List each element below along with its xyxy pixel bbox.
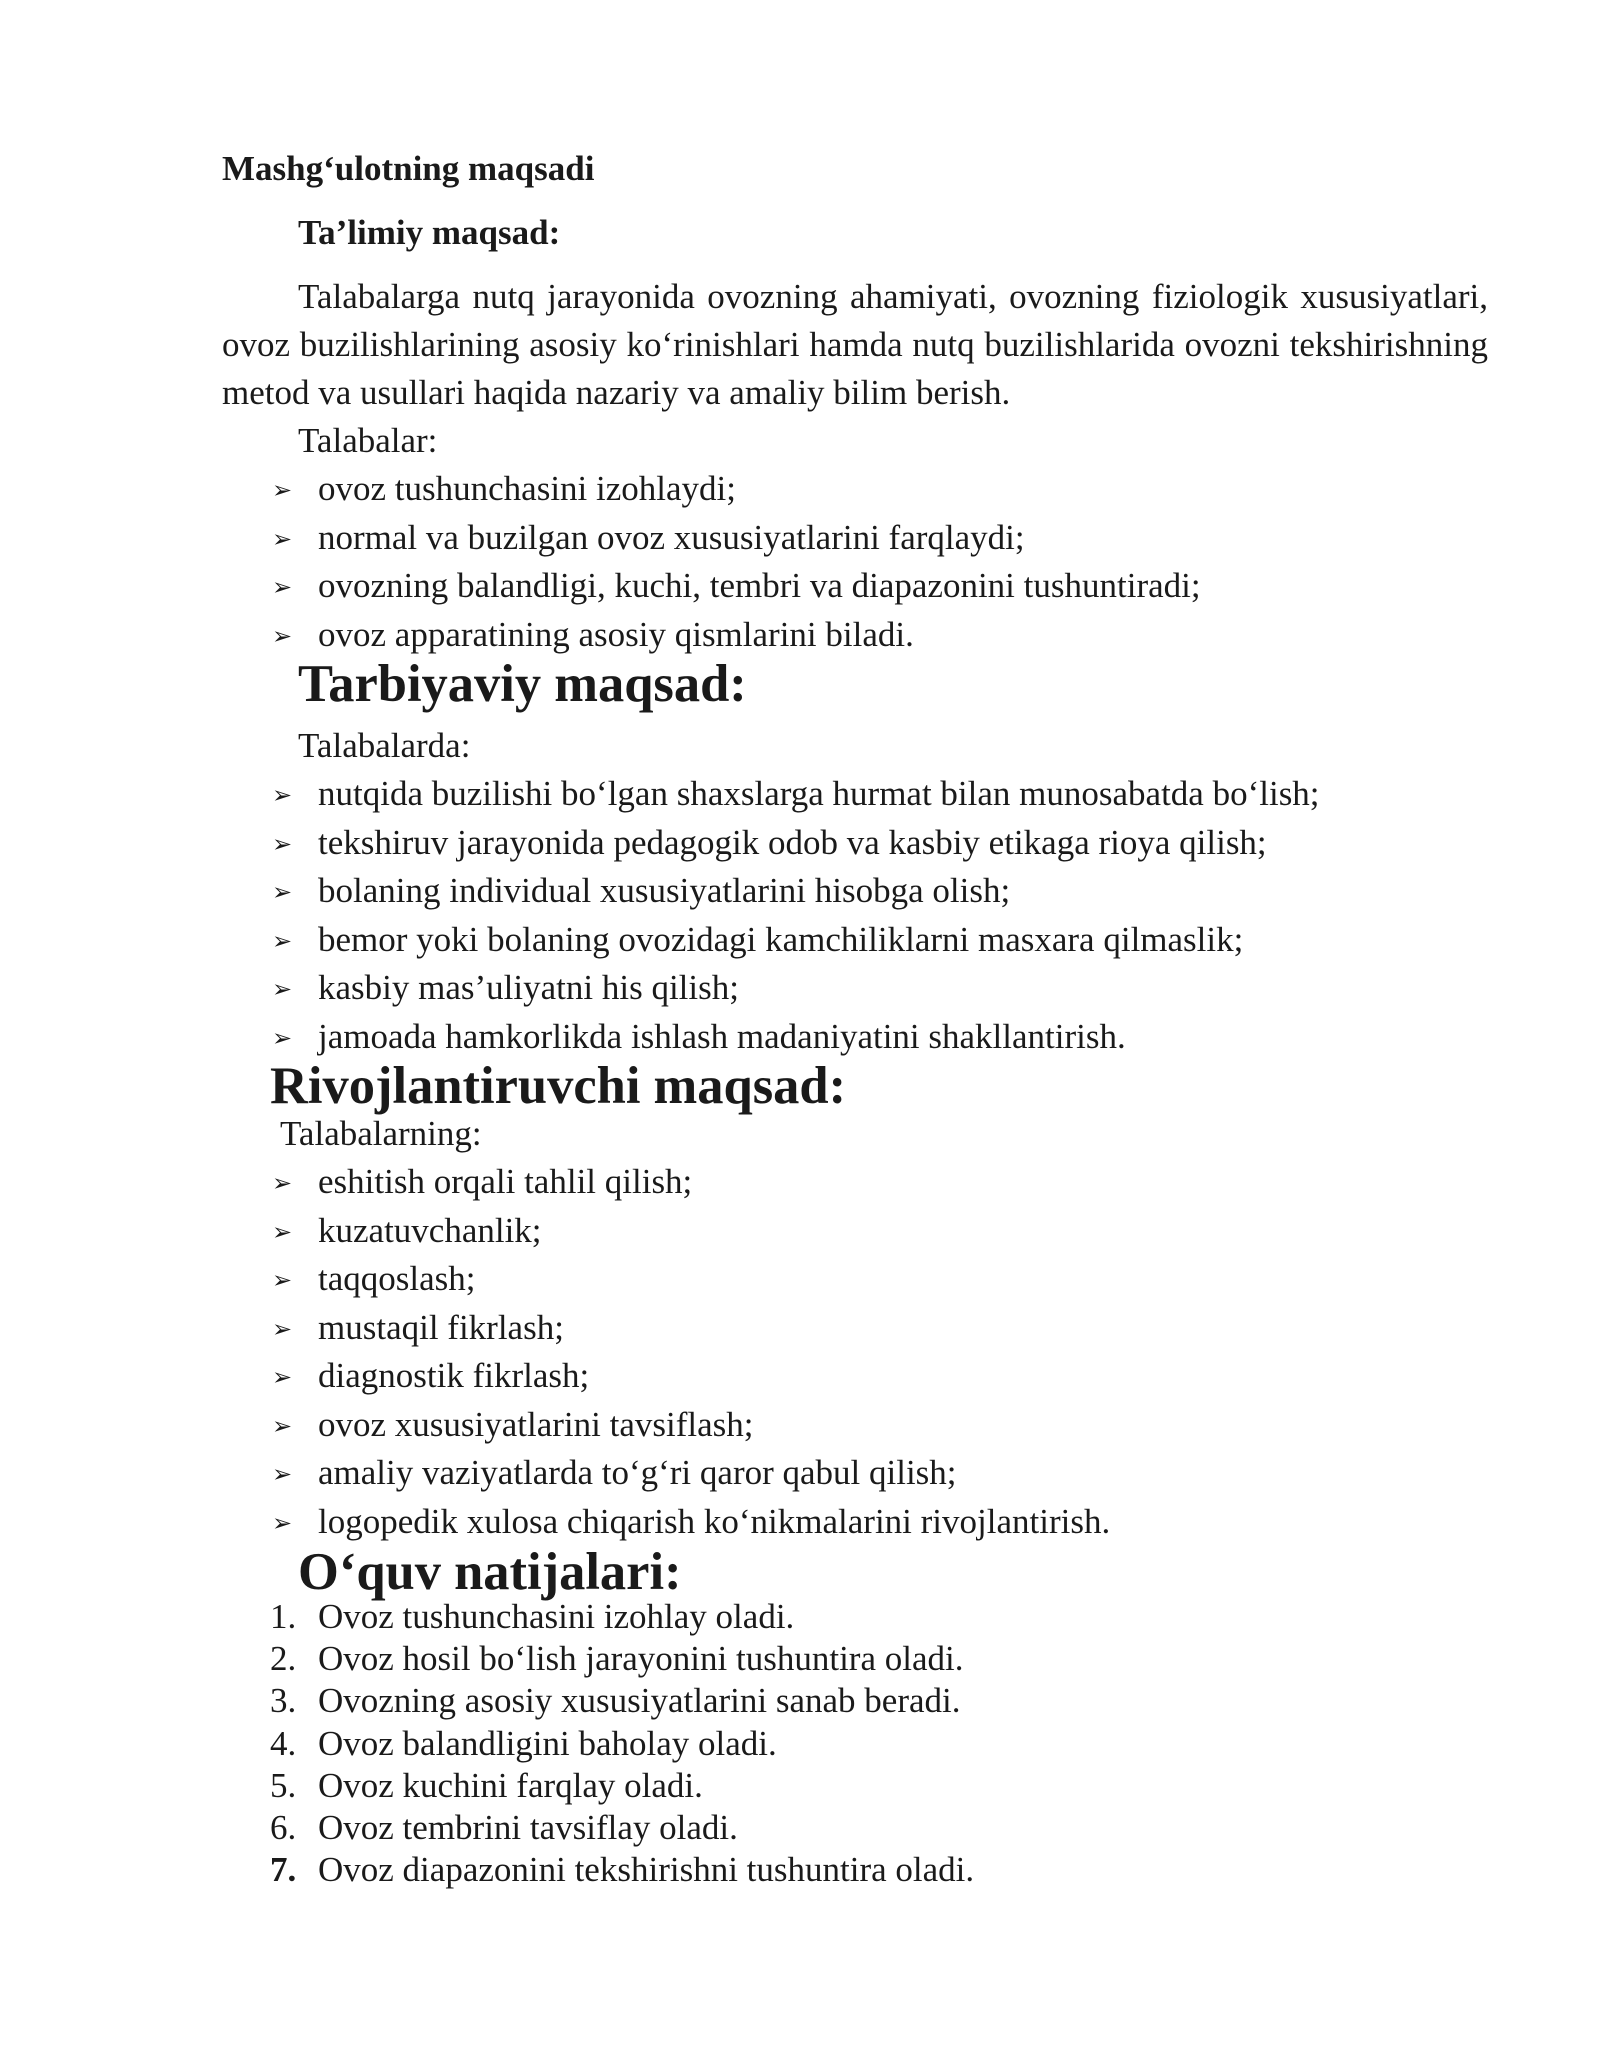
list-item (270, 1352, 1110, 1401)
arrow-bullet-icon: ➢ (272, 1363, 293, 1391)
numbered-item-text: Ovoz tembrini tavsiflay oladi. (318, 1807, 738, 1847)
arrow-bullet-icon: ➢ (272, 1460, 293, 1488)
list-item-text: normal va buzilgan ovoz xususiyatlarini farqlaydi; (318, 517, 1025, 557)
list-item-text: mustaqil fikrlash; (318, 1307, 564, 1347)
arrow-bullet-icon: ➢ (272, 1217, 293, 1246)
item-number: 5. (270, 1765, 297, 1805)
numbered-item (270, 1765, 974, 1807)
talimiy-heading: Ta’limiy maqsad: (298, 213, 561, 252)
numbered-item (270, 1849, 974, 1891)
numbered-item-text: Ovoz balandligini baholay oladi. (318, 1723, 777, 1763)
item-number: 3. (270, 1681, 297, 1721)
list-item-text: jamoada hamkorlikda ishlash madaniyatini shakllantirish. (318, 1016, 1126, 1056)
list-item (270, 562, 1201, 611)
arrow-bullet-icon: ➢ (272, 1023, 293, 1052)
talimiy-list (270, 465, 1201, 659)
page-title: Mashg‘ulotning maqsadi (222, 149, 595, 188)
list-item (270, 1304, 1110, 1353)
list-item (270, 770, 1320, 819)
item-number: 7. (270, 1850, 297, 1890)
numbered-item-text: Ovoz hosil bo‘lish jarayonini tushuntira oladi. (318, 1639, 964, 1679)
numbered-item (270, 1596, 974, 1638)
tarbiyaviy-list (270, 770, 1320, 1061)
list-item-text: tekshiruv jarayonida pedagogik odob va kasbiy etikaga rioya qilish; (318, 822, 1267, 862)
list-item-text: ovoz apparatining asosiy qismlarini biladi. (318, 614, 914, 654)
arrow-bullet-icon: ➢ (272, 573, 293, 601)
list-item (270, 819, 1320, 868)
arrow-bullet-icon: ➢ (272, 1411, 293, 1440)
list-item (270, 867, 1320, 916)
list-item-text: logopedik xulosa chiqarish ko‘nikmalarini rivojlantirish. (318, 1501, 1111, 1541)
list-item (270, 1013, 1320, 1062)
numbered-item-text: Ovoz kuchini farqlay oladi. (318, 1765, 703, 1805)
list-item-text: kuzatuvchanlik; (318, 1210, 542, 1250)
list-item (270, 964, 1320, 1013)
arrow-bullet-icon: ➢ (272, 975, 293, 1003)
item-number: 2. (270, 1639, 297, 1679)
talimiy-paragraph: Talabalarga nutq jarayonida ovozning ahamiyati, ovozning fiziologik xususiyatlari, ovoz buzilishlarining asosiy ko‘rinishlari hamda nutq buzilishlarida ovozni tekshirishning metod va usullari haqida nazariy va amaliy bilim berish. (222, 277, 1488, 412)
natijalar-heading: O‘quv natijalari: (298, 1543, 682, 1601)
numbered-item (270, 1638, 974, 1680)
list-item (270, 1449, 1110, 1498)
arrow-bullet-icon: ➢ (272, 878, 293, 906)
list-item-text: eshitish orqali tahlil qilish; (318, 1162, 693, 1201)
list-item-text: kasbiy mas’uliyatni his qilish; (318, 968, 739, 1007)
list-item-text: taqqoslash; (318, 1259, 476, 1298)
list-item (270, 465, 1201, 514)
arrow-bullet-icon: ➢ (272, 1314, 293, 1343)
list-item-text: amaliy vaziyatlarda to‘g‘ri qaror qabul qilish; (318, 1453, 957, 1492)
numbered-item-text: Ovoz diapazonini tekshirishni tushuntira oladi. (318, 1850, 975, 1890)
list-item-text: bolaning individual xususiyatlarini hisobga olish; (318, 871, 1011, 910)
list-item (270, 1498, 1110, 1547)
tarbiyaviy-heading: Tarbiyaviy maqsad: (298, 655, 747, 713)
numbered-item (270, 1807, 974, 1849)
arrow-bullet-icon: ➢ (272, 476, 293, 504)
list-item-text: ovoz xususiyatlarini tavsiflash; (318, 1404, 754, 1444)
numbered-item-text: Ovoz tushunchasini izohlay oladi. (318, 1597, 795, 1636)
list-item-text: nutqida buzilishi bo‘lgan shaxslarga hurmat bilan munosabatda bo‘lish; (318, 774, 1320, 813)
numbered-item (270, 1680, 974, 1722)
list-item (270, 514, 1201, 563)
arrow-bullet-icon: ➢ (272, 926, 293, 955)
arrow-bullet-icon: ➢ (272, 524, 293, 553)
list-item (270, 1401, 1110, 1450)
list-item (270, 1158, 1110, 1207)
list-item-text: ovoz tushunchasini izohlaydi; (318, 469, 736, 508)
tarbiyaviy-lead: Talabalarda: (298, 726, 471, 765)
arrow-bullet-icon: ➢ (272, 1169, 293, 1197)
arrow-bullet-icon: ➢ (272, 1266, 293, 1294)
list-item (270, 1255, 1110, 1304)
rivojlantiruvchi-lead: Talabalarning: (280, 1114, 482, 1153)
list-item-text: ovozning balandligi, kuchi, tembri va diapazonini tushuntiradi; (318, 566, 1201, 605)
list-item (270, 916, 1320, 965)
numbered-item (270, 1723, 974, 1765)
natijalar-list (270, 1596, 974, 1891)
rivojlantiruvchi-heading: Rivojlantiruvchi maqsad: (270, 1057, 847, 1115)
item-number: 6. (270, 1807, 297, 1847)
arrow-bullet-icon: ➢ (272, 781, 293, 809)
numbered-item-text: Ovozning asosiy xususiyatlarini sanab beradi. (318, 1681, 961, 1721)
list-item-text: diagnostik fikrlash; (318, 1356, 590, 1395)
item-number: 4. (270, 1723, 297, 1763)
item-number: 1. (270, 1597, 297, 1636)
arrow-bullet-icon: ➢ (272, 1508, 293, 1537)
list-item (270, 611, 1201, 660)
list-item-text: bemor yoki bolaning ovozidagi kamchiliklarni masxara qilmaslik; (318, 919, 1244, 959)
arrow-bullet-icon: ➢ (272, 829, 293, 858)
rivojlantiruvchi-list (270, 1158, 1110, 1546)
list-item (270, 1207, 1110, 1256)
talimiy-lead: Talabalar: (298, 421, 438, 460)
arrow-bullet-icon: ➢ (272, 621, 293, 650)
